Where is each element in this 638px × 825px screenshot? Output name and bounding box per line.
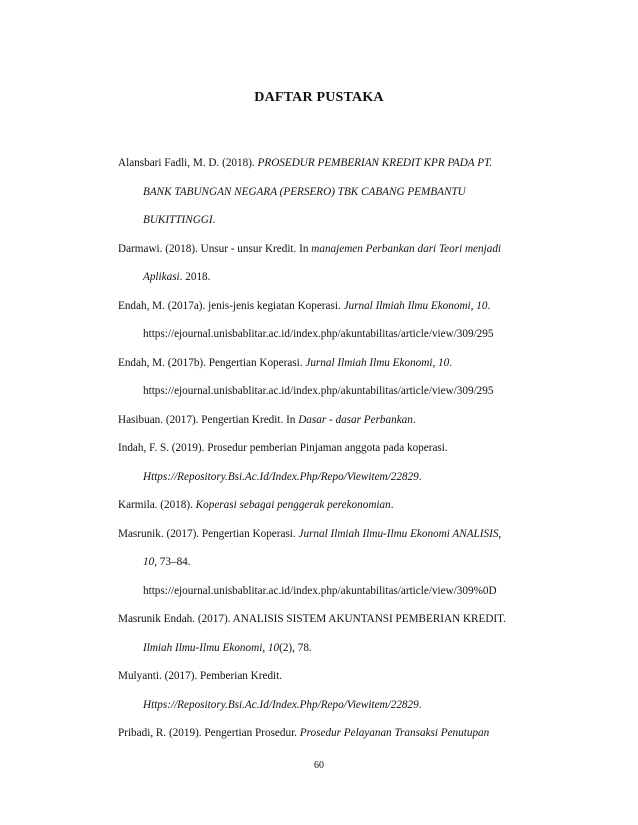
reference-text: Indah, F. S. (2019). Prosedur pemberian Pinjaman anggota pada koperasi. (118, 442, 448, 454)
reference-text: Darmawi. (2018). Unsur - unsur Kredit. In (118, 242, 312, 255)
reference-line (118, 178, 550, 207)
reference-text: Endah, M. (2017a). jenis-jenis kegiatan Koperasi. (118, 299, 344, 312)
reference-line (118, 548, 550, 577)
reference-line (118, 349, 550, 378)
reference-italic-text: Koperasi sebagai penggerak perekonomian (195, 499, 391, 511)
reference-text: https://ejournal.unisbablitar.ac.id/index.php/akuntabilitas/article/view/309/295 (143, 385, 494, 397)
reference-text: Masrunik. (2017). Pengertian Koperasi. (118, 527, 299, 540)
reference-italic-text: Jurnal Ilmiah Ilmu-Ilmu Ekonomi ANALISIS (298, 527, 499, 540)
reference-text: . (418, 470, 422, 483)
reference-text: . (390, 499, 394, 511)
reference-line (118, 235, 550, 264)
reference-text: . 2018. (179, 271, 211, 283)
reference-line (118, 406, 550, 435)
reference-italic-text: manajemen Perbankan dari Teori menjadi (311, 242, 502, 255)
reference-text: https://ejournal.unisbablitar.ac.id/index.php/akuntabilitas/article/view/309/295 (143, 328, 494, 340)
reference-line (118, 149, 550, 178)
reference-line (118, 206, 550, 235)
reference-italic-text: 10 (476, 299, 488, 312)
reference-line (118, 719, 550, 748)
reference-text: Pribadi, R. (2019). Pengertian Prosedur. (118, 727, 300, 739)
reference-line (118, 377, 550, 406)
reference-text: Hasibuan. (2017). Pengertian Kredit. In (118, 413, 299, 426)
reference-text: . (418, 698, 422, 711)
reference-italic-text: BUKITTINGGI (143, 214, 213, 226)
reference-line (118, 434, 550, 463)
reference-entry (118, 520, 550, 606)
reference-line (118, 577, 550, 606)
reference-text: , (432, 356, 439, 369)
reference-text: . (212, 214, 216, 226)
reference-italic-text: Ilmiah Ilmu-Ilmu Ekonomi (143, 641, 263, 654)
reference-text: Alansbari Fadli, M. D. (2018). (118, 157, 258, 169)
reference-text: . (412, 413, 416, 426)
reference-italic-text: Jurnal Ilmiah Ilmu Ekonomi (305, 356, 433, 369)
reference-list (118, 149, 550, 748)
reference-italic-text: Aplikasi (143, 271, 180, 283)
reference-line (118, 691, 550, 720)
reference-line (118, 491, 550, 520)
reference-italic-text: Dasar - dasar Perbankan (298, 413, 413, 426)
reference-entry (118, 434, 550, 491)
reference-line (118, 320, 550, 349)
reference-italic-text: 10 (143, 556, 155, 568)
reference-text: . (487, 299, 491, 312)
reference-entry (118, 349, 550, 406)
reference-text: Mulyanti. (2017). Pemberian Kredit. (118, 670, 283, 682)
reference-italic-text: PROSEDUR PEMBERIAN KREDIT KPR PADA PT. (257, 157, 493, 169)
reference-entry (118, 235, 550, 292)
page-number: 60 (314, 760, 324, 771)
reference-text: Karmila. (2018). (118, 499, 196, 511)
reference-italic-text: Jurnal Ilmiah Ilmu Ekonomi (343, 299, 471, 312)
reference-text: , (498, 527, 502, 540)
reference-italic-text: 10 (438, 356, 450, 369)
reference-line (118, 292, 550, 321)
reference-entry (118, 292, 550, 349)
reference-entry (118, 605, 550, 662)
reference-italic-text: BANK TABUNGAN NEGARA (PERSERO) TBK CABANG PEMBANTU (143, 185, 466, 198)
reference-entry (118, 149, 550, 235)
reference-entry (118, 491, 550, 520)
reference-text: . (449, 356, 453, 369)
reference-italic-text: Https://Repository.Bsi.Ac.Id/Index.Php/Repo/Viewitem/22829 (143, 470, 419, 483)
reference-text: , (262, 641, 268, 654)
reference-text: , 73–84. (154, 556, 191, 568)
page-title: DAFTAR PUSTAKA (254, 90, 384, 105)
reference-entry (118, 662, 550, 719)
reference-line (118, 263, 550, 292)
reference-italic-text: Https://Repository.Bsi.Ac.Id/Index.Php/Repo/Viewitem/22829 (143, 698, 419, 711)
reference-line (118, 634, 550, 663)
reference-text: (2), 78. (279, 641, 312, 654)
reference-line (118, 662, 550, 691)
reference-italic-text: 10 (267, 641, 280, 654)
reference-text: Masrunik Endah. (2017). ANALISIS SISTEM AKUNTANSI PEMBERIAN KREDIT. (118, 613, 506, 625)
reference-text: , (470, 299, 477, 312)
reference-entry (118, 719, 550, 748)
reference-line (118, 605, 550, 634)
reference-line (118, 520, 550, 549)
reference-italic-text: Prosedur Pelayanan Transaksi Penutupan (299, 727, 490, 739)
reference-entry (118, 406, 550, 435)
reference-text: Endah, M. (2017b). Pengertian Koperasi. (118, 356, 306, 369)
reference-line (118, 463, 550, 492)
reference-text: https://ejournal.unisbablitar.ac.id/index.php/akuntabilitas/article/view/309%0D (143, 584, 497, 597)
